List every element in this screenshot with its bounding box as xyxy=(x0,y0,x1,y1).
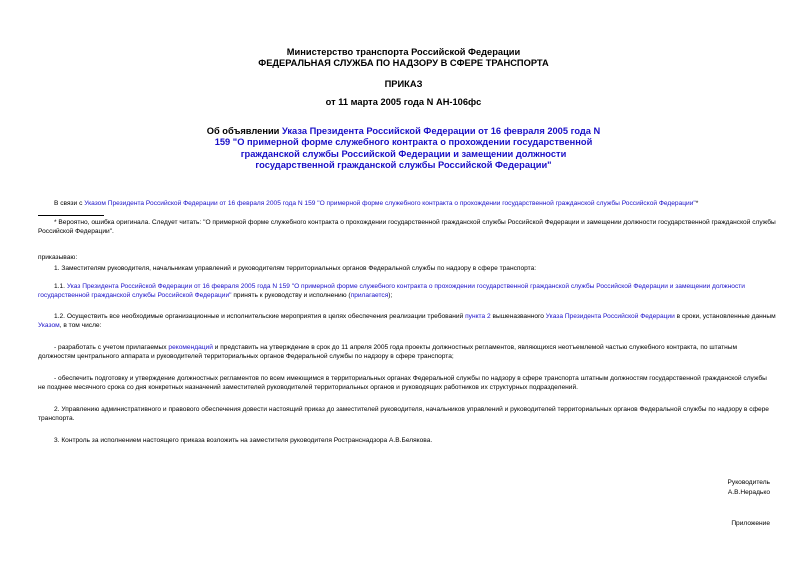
p12-text-a: 1.2. Осуществить все необходимые организационные и исполнительские мероприятия в целях обеспечения реализации требований xyxy=(54,313,466,320)
intro-suffix: * xyxy=(695,200,699,207)
p11-attachment-link[interactable]: прилагается xyxy=(350,292,389,300)
paragraph-2: 2. Управлению административного и правового обеспечения довести настоящий приказ до заместителей руководителя, начальников управлений и руководителей территориальных органов Федеральной службы по надзору в сфере транспорта. xyxy=(38,406,769,423)
paragraph-1: 1. Заместителям руководителя, начальникам управлений и руководителям территориальных органов Федеральной службы по надзору в сфере транспорта: xyxy=(54,265,537,272)
document-date-number: от 11 марта 2005 года N АН-106фс xyxy=(325,97,482,107)
order-word: приказываю: xyxy=(38,254,78,261)
signature-position: Руководитель xyxy=(727,479,770,486)
bullet-1-text-a: - разработать с учетом прилагаемых xyxy=(54,344,169,351)
p12-text-d: , в том числе: xyxy=(59,322,102,330)
p11-prefix: 1.1. xyxy=(54,283,67,290)
p12-text-b: вышеназванного xyxy=(490,313,546,320)
signature-name: А.В.Нерадько xyxy=(727,489,770,496)
paragraph-1-2 xyxy=(38,312,776,330)
recommendations-link[interactable]: рекомендаций xyxy=(168,344,213,351)
p11-mid: принять к руководству и исполнению ( xyxy=(231,292,351,300)
bullet-2: - обеспечить подготовку и утверждение должностных регламентов по всем имеющимся в территориальных органах Федеральной службы по надзору в сфере транспорта штатным должностям государственной гражданской службы не позднее месячного срока со дня конкретных назначений заместителей руководителей территориальных органов и руководящих работников их структурных подразделений. xyxy=(38,375,767,392)
footnote-text: * Вероятно, ошибка оригинала. Следует читать: "О примерной форме служебного контракта о прохождении государственной гражданской службы Российской Федерации и замещении должности государственной гражданской службы Российской Федерации". xyxy=(38,219,776,236)
appendix-label: Приложение xyxy=(731,520,770,527)
p12-decree-link[interactable]: Указа Президента Российской Федерации xyxy=(545,313,675,320)
ministry-name: Министерство транспорта Российской Федерации xyxy=(286,47,521,57)
service-name: ФЕДЕРАЛЬНАЯ СЛУЖБА ПО НАДЗОРУ В СФЕРЕ ТРАНСПОРТА xyxy=(258,58,549,68)
footnote-divider xyxy=(38,215,104,216)
bullet-1 xyxy=(38,343,776,361)
paragraph-3: 3. Контроль за исполнением настоящего приказа возложить на заместителя руководителя Ространснадзора А.В.Белякова. xyxy=(54,437,433,444)
document-type: ПРИКАЗ xyxy=(384,79,423,89)
paragraph-1-1 xyxy=(38,282,776,300)
bullet-1-text-b: и представить на утверждение в срок до 11 апреля 2005 года проекты должностных регламентов, являющихся неотъемлемой частью служебного контракта, по штатным должностям центрального аппарата и руководителей территориальных органов Федеральной службы по надзору в сфере транспорта; xyxy=(38,344,738,361)
p12-item-link[interactable]: пункта 2 xyxy=(465,313,491,320)
title-prefix: Об объявлении xyxy=(206,126,282,136)
intro-decree-link[interactable]: Указом Президента Российской Федерации от 16 февраля 2005 года N 159 "О примерной форме служебного контракта о прохождении государственной гражданской службы Российской Федерации" xyxy=(84,200,696,207)
p11-decree-link[interactable]: Указ Президента Российской Федерации от 16 февраля 2005 года N 159 "О примерной форме служебного контракта о прохождении государственной гражданской службы Российской Федерации и замещении должности государственной гражданской службы Российской Федерации" xyxy=(38,283,745,300)
intro-prefix: В связи с xyxy=(54,200,85,207)
title-decree-link[interactable]: Указа Президента Российской Федерации от 16 февраля 2005 года N 159 "О примерной форме служебного контракта о прохождении государственной гражданской службы Российской Федерации и замещении должности государственной гражданской службы Российской Федерации" xyxy=(214,126,601,171)
p11-end: ); xyxy=(388,292,393,300)
intro-paragraph xyxy=(54,199,774,208)
p12-decree-short-link[interactable]: Указом xyxy=(38,322,60,330)
p12-text-c: в сроки, установленные данным xyxy=(674,313,776,320)
document-title xyxy=(200,126,607,172)
